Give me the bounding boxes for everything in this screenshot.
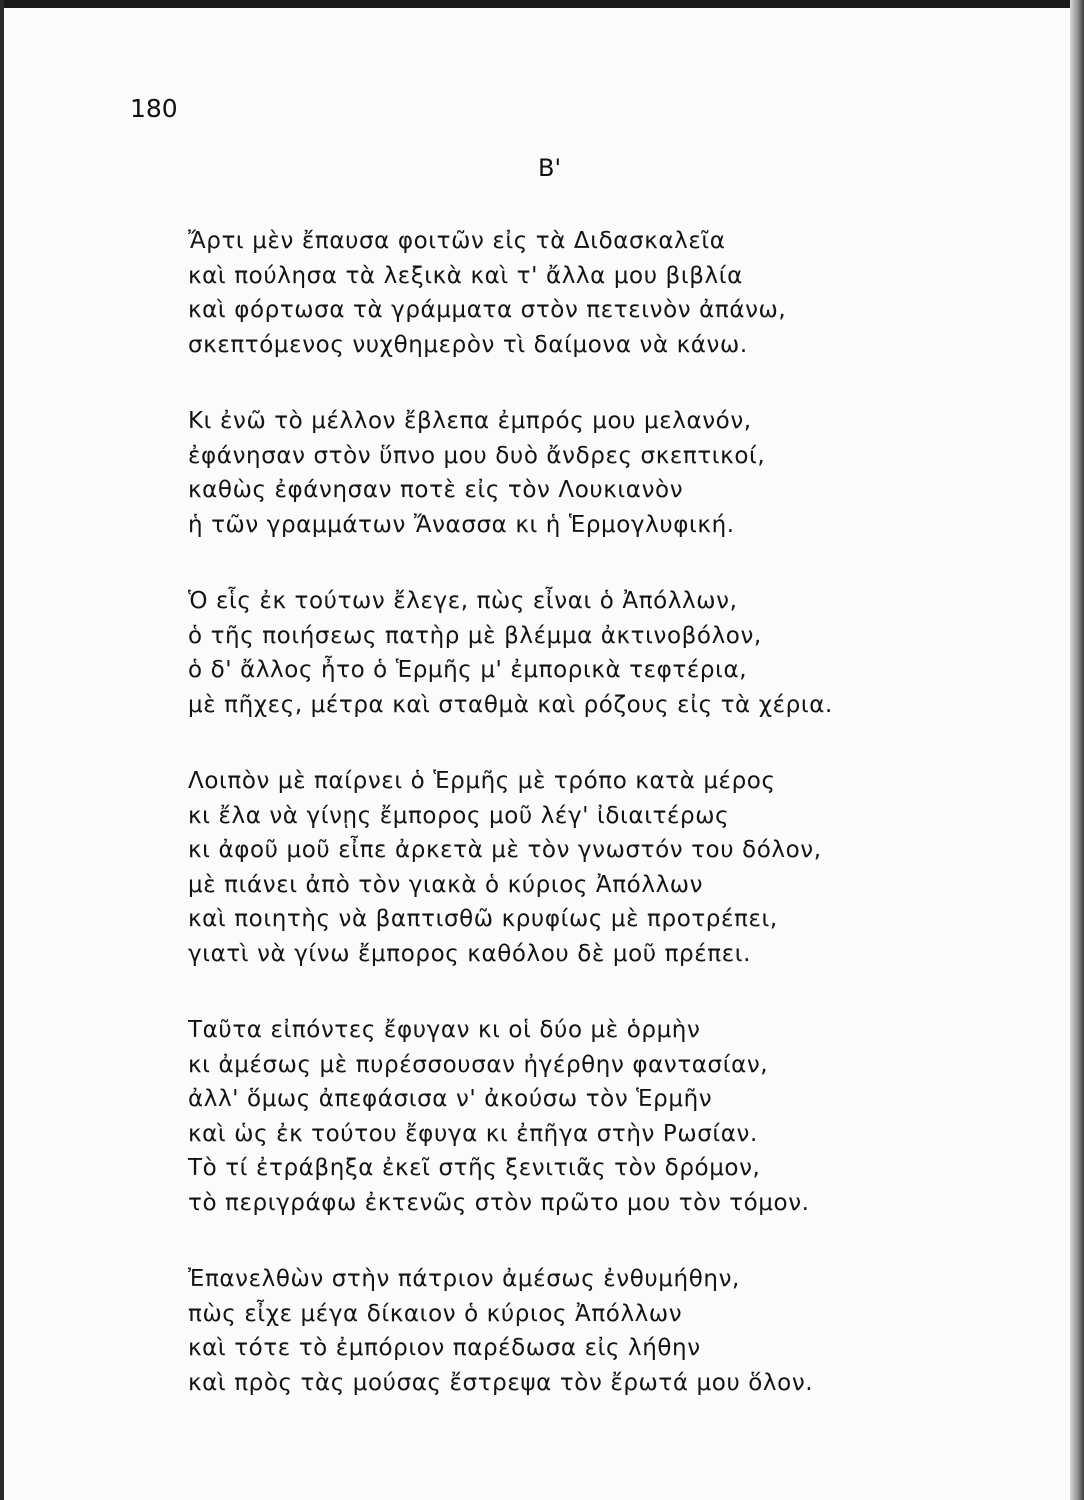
verse-line: Ταῦτα εἰπόντες ἔφυγαν κι οἱ δύο μὲ ὁρμὴν (188, 1017, 701, 1043)
stanza (188, 224, 928, 362)
verse-line: καὶ φόρτωσα τὰ γράμματα στὸν πετεινὸν ἀπάνω, (188, 297, 787, 323)
verse-line: γιατὶ νὰ γίνω ἔμπορος καθόλου δὲ μοῦ πρέπει. (188, 940, 752, 967)
verse-line: κι ἀμέσως μὲ πυρέσσουσαν ἠγέρθην φαντασίαν, (188, 1051, 769, 1078)
poem-body (188, 224, 928, 1442)
verse-line: καὶ ποιητὴς νὰ βαπτισθῶ κρυφίως μὲ προτρέπει, (188, 906, 778, 932)
verse-line: Ἄρτι μὲν ἔπαυσα φοιτῶν εἰς τὰ Διδασκαλεῖα (188, 228, 726, 254)
verse-line: τὸ περιγράφω ἐκτενῶς στὸν πρῶτο μου τὸν τόμον. (188, 1189, 810, 1216)
verse-line: Λοιπὸν μὲ παίρνει ὁ Ἑρμῆς μὲ τρόπο κατὰ μέρος (188, 768, 776, 794)
stanza (188, 404, 928, 542)
bleed-through-shadow (370, 150, 790, 190)
verse-line: Τὸ τί ἐτράβηξα ἐκεῖ στῆς ξενιτιᾶς τὸν δρόμον, (188, 1155, 761, 1181)
page-number: 180 (130, 94, 178, 123)
verse-line: καὶ πούλησα τὰ λεξικὰ καὶ τ' ἄλλα μου βιβλία (188, 262, 743, 289)
verse-line: καὶ πρὸς τὰς μούσας ἔστρεψα τὸν ἔρωτά μου ὅλον. (188, 1369, 814, 1396)
verse-line: καὶ τότε τὸ ἐμπόριον παρέδωσα εἰς λήθην (188, 1335, 701, 1361)
verse-line: Ἐπανελθὼν στὴν πάτριον ἀμέσως ἐνθυμήθην, (188, 1266, 740, 1292)
stanza (188, 1013, 928, 1220)
verse-line: μὲ πιάνει ἀπὸ τὸν γιακὰ ὁ κύριος Ἀπόλλων (188, 871, 704, 898)
verse-line: μὲ πῆχες, μέτρα καὶ σταθμὰ καὶ ρόζους εἰς τὰ χέρια. (188, 691, 833, 718)
section-heading: Β' (538, 154, 562, 182)
stanza (188, 584, 928, 722)
verse-line: καθὼς ἐφάνησαν ποτὲ εἰς τὸν Λουκιανὸν (188, 477, 684, 503)
verse-line: Ὁ εἷς ἐκ τούτων ἔλεγε, πὼς εἶναι ὁ Ἀπόλλων, (188, 588, 738, 614)
verse-line: πὼς εἶχε μέγα δίκαιον ὁ κύριος Ἀπόλλων (188, 1300, 683, 1327)
verse-line: ἡ τῶν γραμμάτων Ἄνασσα κι ἡ Ἑρμογλυφική. (188, 511, 735, 538)
scan-edge-right (1070, 0, 1084, 1500)
scan-edge-left (0, 0, 4, 1500)
verse-line: σκεπτόμενος νυχθημερὸν τὶ δαίμονα νὰ κάνω. (188, 331, 748, 358)
verse-line: ὁ τῆς ποιήσεως πατὴρ μὲ βλέμμα ἀκτινοβόλον, (188, 622, 762, 649)
stanza (188, 1262, 928, 1400)
verse-line: καὶ ὡς ἐκ τούτου ἔφυγα κι ἐπῆγα στὴν Ρωσίαν. (188, 1120, 758, 1147)
verse-line: Κι ἐνῶ τὸ μέλλον ἔβλεπα ἐμπρός μου μελανόν, (188, 408, 752, 434)
stanza (188, 764, 928, 971)
scan-edge-top (0, 0, 1084, 8)
verse-line: κι ἔλα νὰ γίνῃς ἔμπορος μοῦ λέγ' ἰδιαιτέρως (188, 802, 730, 829)
verse-line: ὁ δ' ἄλλος ἦτο ὁ Ἑρμῆς μ' ἐμπορικὰ τεφτέρια, (188, 657, 748, 683)
verse-line: κι ἀφοῦ μοῦ εἶπε ἀρκετὰ μὲ τὸν γνωστόν του δόλον, (188, 837, 822, 863)
verse-line: ἐφάνησαν στὸν ὕπνο μου δυὸ ἄνδρες σκεπτικοί, (188, 442, 766, 469)
verse-line: ἀλλ' ὅμως ἀπεφάσισα ν' ἀκούσω τὸν Ἑρμῆν (188, 1086, 713, 1112)
